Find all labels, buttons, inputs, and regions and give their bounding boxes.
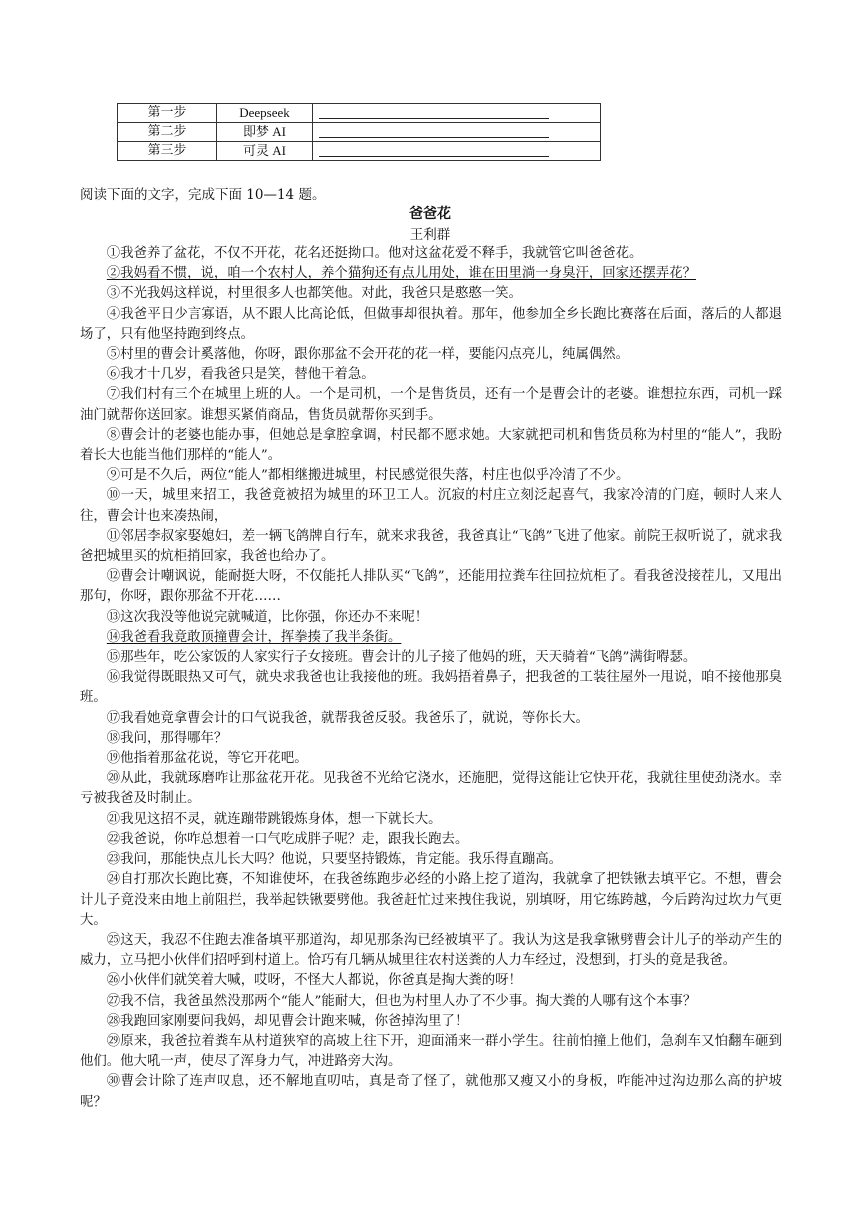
article-paragraph: [80, 971, 782, 991]
paragraph-text: ⑬这次我没等他说完就喊道，比你强，你还办不来呢！: [106, 609, 429, 625]
step-label: 第三步: [118, 142, 217, 161]
article-paragraph: [80, 870, 782, 931]
article-paragraph: [80, 466, 782, 486]
article-paragraph: [80, 931, 782, 971]
paragraph-text: ⑯我觉得既眼热又可气，就央求我爸也让我接他的班。我妈捂着鼻子，把我爸的工装往屋外一甩说，咱不接他那臭班。: [80, 670, 782, 706]
answer-blank-line[interactable]: [319, 144, 549, 157]
reading-instruction: 阅读下面的文字，完成下面 10—14 题。: [80, 187, 326, 203]
steps-table-row: [118, 142, 601, 161]
article-paragraph: [80, 729, 782, 749]
step-tool: 可灵 AI: [217, 142, 313, 161]
paragraph-text: ㉖小伙伴们就笑着大喊，哎呀，不怪大人都说，你爸真是掏大粪的呀！: [106, 973, 522, 989]
paragraph-text: ⑮那些年，吃公家饭的人家实行子女接班。曹会计的儿子接了他妈的班，天天骑着“飞鸽”满街嘚瑟。: [106, 650, 697, 666]
paragraph-text: ⑧曹会计的老婆也能办事，但她总是拿腔拿调，村民都不愿求她。大家就把司机和售货员称为村里的“能人”，我盼着长大也能当他们那样的“能人”。: [80, 427, 782, 464]
answer-blank-cell[interactable]: [313, 142, 601, 161]
article-paragraph: [80, 608, 782, 628]
article-paragraph: [80, 305, 782, 345]
paragraph-text: ㉑我见这招不灵，就连蹦带跳锻炼身体，想一下就长大。: [106, 811, 442, 827]
paragraph-text: ⑫曹会计嘲讽说，能耐挺大呀，不仅能托人排队买“飞鸽”，还能用拉粪车往回拉炕柜了。看我爸没接茬儿，又甩出那句，你呀，跟你那盆不开花……: [80, 569, 782, 605]
paragraph-text: ㉙原来，我爸拉着粪车从村道狭窄的高坡上往下开，迎面涌来一群小学生。往前怕撞上他们，急刹车又怕翻车砸到他们。他大吼一声，使尽了浑身力气，冲进路旁大沟。: [80, 1033, 782, 1070]
paragraph-text: ㉘我跑回家刚要问我妈，却见曹会计跑来喊，你爸掉沟里了！: [106, 1013, 469, 1029]
article-paragraph: [80, 1012, 782, 1032]
paragraph-text: ⑲他指着那盆花说，等它开花吧。: [106, 751, 308, 767]
article-title: 爸爸花: [409, 206, 451, 222]
paragraph-text: ㉚曹会计除了连声叹息，还不解地直叨咕，真是奇了怪了，就他那又瘦又小的身板，咋能冲过沟边那么高的护坡呢？: [80, 1074, 782, 1110]
step-tool: 即梦 AI: [217, 123, 313, 142]
paragraph-text: ⑪邻居李叔家娶媳妇，差一辆飞鸽牌自行车，就来求我爸，我爸真让“飞鸽”飞进了他家。前院王叔听说了，就求我爸把城里买的炕柜捎回家，我爸也给办了。: [80, 528, 782, 565]
paragraph-text: ㉗我不信，我爸虽然没那两个“能人”能耐大，但也为村里人办了不少事。掏大粪的人哪有这个本事？: [106, 993, 697, 1009]
paragraph-text: ㉒我爸说，你咋总想着一口气吃成胖子呢？走，跟我长跑去。: [106, 831, 469, 847]
paragraph-text: ㉕这天，我忍不住跑去准备填平那道沟，却见那条沟已经被填平了。我认为这是我拿锹劈曹会计儿子的举动产生的威力，立马把小伙伴们招呼到村道上。恰巧有几辆从城里往农村送粪的人力车经过，没想到，打头的竟是我爸。: [80, 932, 782, 969]
answer-blank-line[interactable]: [319, 106, 549, 119]
paragraph-text: ⑨可是不久后，两位“能人”都相继搬进城里，村民感觉很失落，村庄也似乎冷清了不少。: [106, 468, 630, 484]
paragraph-text: ⑳从此，我就琢磨咋让那盆花开花。见我爸不光给它浇水，还施肥，觉得这能让它快开花，我就往里使劲浇水。幸亏被我爸及时制止。: [80, 771, 782, 807]
paragraph-text: ⑰我看她竟拿曹会计的口气说我爸，就帮我爸反驳。我爸乐了，就说，等你长大。: [106, 710, 589, 726]
article-paragraph: [80, 426, 782, 466]
article-paragraph: [80, 567, 782, 607]
article-paragraph: [80, 628, 782, 648]
paragraph-text: ⑩一天，城里来招工，我爸竟被招为城里的环卫工人。沉寂的村庄立刻泛起喜气，我家冷清的门庭，顿时人来人往，曹会计也来凑热闹，: [80, 488, 782, 524]
article-paragraph: [80, 345, 782, 365]
article-paragraph: [80, 810, 782, 830]
answer-blank-cell[interactable]: [313, 123, 601, 142]
paragraph-text: ⑦我们村有三个在城里上班的人。一个是司机，一个是售货员，还有一个是曹会计的老婆。谁想拉东西，司机一踩油门就帮你送回家。谁想买紧俏商品，售货员就帮你买到手。: [80, 387, 782, 423]
step-label: 第一步: [118, 104, 217, 123]
paragraph-text: ⑤村里的曹会计奚落他，你呀，跟你那盆不会开花的花一样，要能闪点亮儿，纯属偶然。: [106, 347, 630, 363]
steps-table-row: [118, 104, 601, 123]
answer-blank-line[interactable]: [319, 125, 549, 138]
article-paragraph: [80, 284, 782, 304]
paragraph-text: ③不光我妈这样说，村里很多人也都笑他。对此，我爸只是憨憨一笑。: [106, 286, 522, 302]
article-paragraph: [80, 385, 782, 425]
steps-table-row: [118, 123, 601, 142]
article-paragraph: [80, 244, 782, 264]
article-paragraph: [80, 648, 782, 668]
paragraph-text: ④我爸平日少言寡语，从不跟人比高论低，但做事却很执着。那年，他参加全乡长跑比赛落在后面，落后的人都退场了，只有他坚持跑到终点。: [80, 306, 782, 342]
article-paragraph: [80, 850, 782, 870]
article-paragraph: [80, 486, 782, 526]
answer-blank-cell[interactable]: [313, 104, 601, 123]
article-paragraph: [80, 264, 782, 284]
paragraph-text: ②我妈看不惯，说，咱一个农村人，养个猫狗还有点儿用处，谁在田里淌一身臭汗，回家还摆弄花？: [106, 266, 696, 282]
step-tool: Deepseek: [217, 104, 313, 123]
article-paragraph: [80, 668, 782, 708]
paragraph-text: ⑱我问，那得哪年？: [106, 730, 228, 746]
article-author: 王利群: [409, 227, 451, 243]
paragraph-text: ⑭我爸看我竟敢顶撞曹会计，挥拳揍了我半条街。: [106, 629, 402, 645]
article-body: [80, 244, 782, 1113]
paragraph-text: ⑥我才十几岁，看我爸只是笑，替他干着急。: [106, 367, 375, 383]
paragraph-text: ①我爸养了盆花，不仅不开花，花名还挺拗口。他对这盆花爱不释手，我就管它叫爸爸花。: [106, 246, 643, 261]
article-paragraph: [80, 1032, 782, 1072]
article-paragraph: [80, 830, 782, 850]
article-paragraph: [80, 1072, 782, 1112]
steps-table: [117, 103, 601, 161]
article-paragraph: [80, 749, 782, 769]
step-label: 第二步: [118, 123, 217, 142]
article-paragraph: [80, 992, 782, 1012]
paragraph-text: ㉓我问，那能快点儿长大吗？他说，只要坚持锻炼，肯定能。我乐得直蹦高。: [106, 852, 563, 868]
article-paragraph: [80, 769, 782, 809]
paragraph-text: ㉔自打那次长跑比赛，不知谁使坏，在我爸练跑步必经的小路上挖了道沟，我就拿了把铁锹去填平它。不想，曹会计儿子竟没来由地上前阻拦，我举起铁锹要劈他。我爸赶忙过来拽住我说，别填呀，用它练跨越，今后跨沟过坎力气更大。: [80, 872, 782, 928]
article-paragraph: [80, 365, 782, 385]
article-paragraph: [80, 709, 782, 729]
article-paragraph: [80, 527, 782, 567]
